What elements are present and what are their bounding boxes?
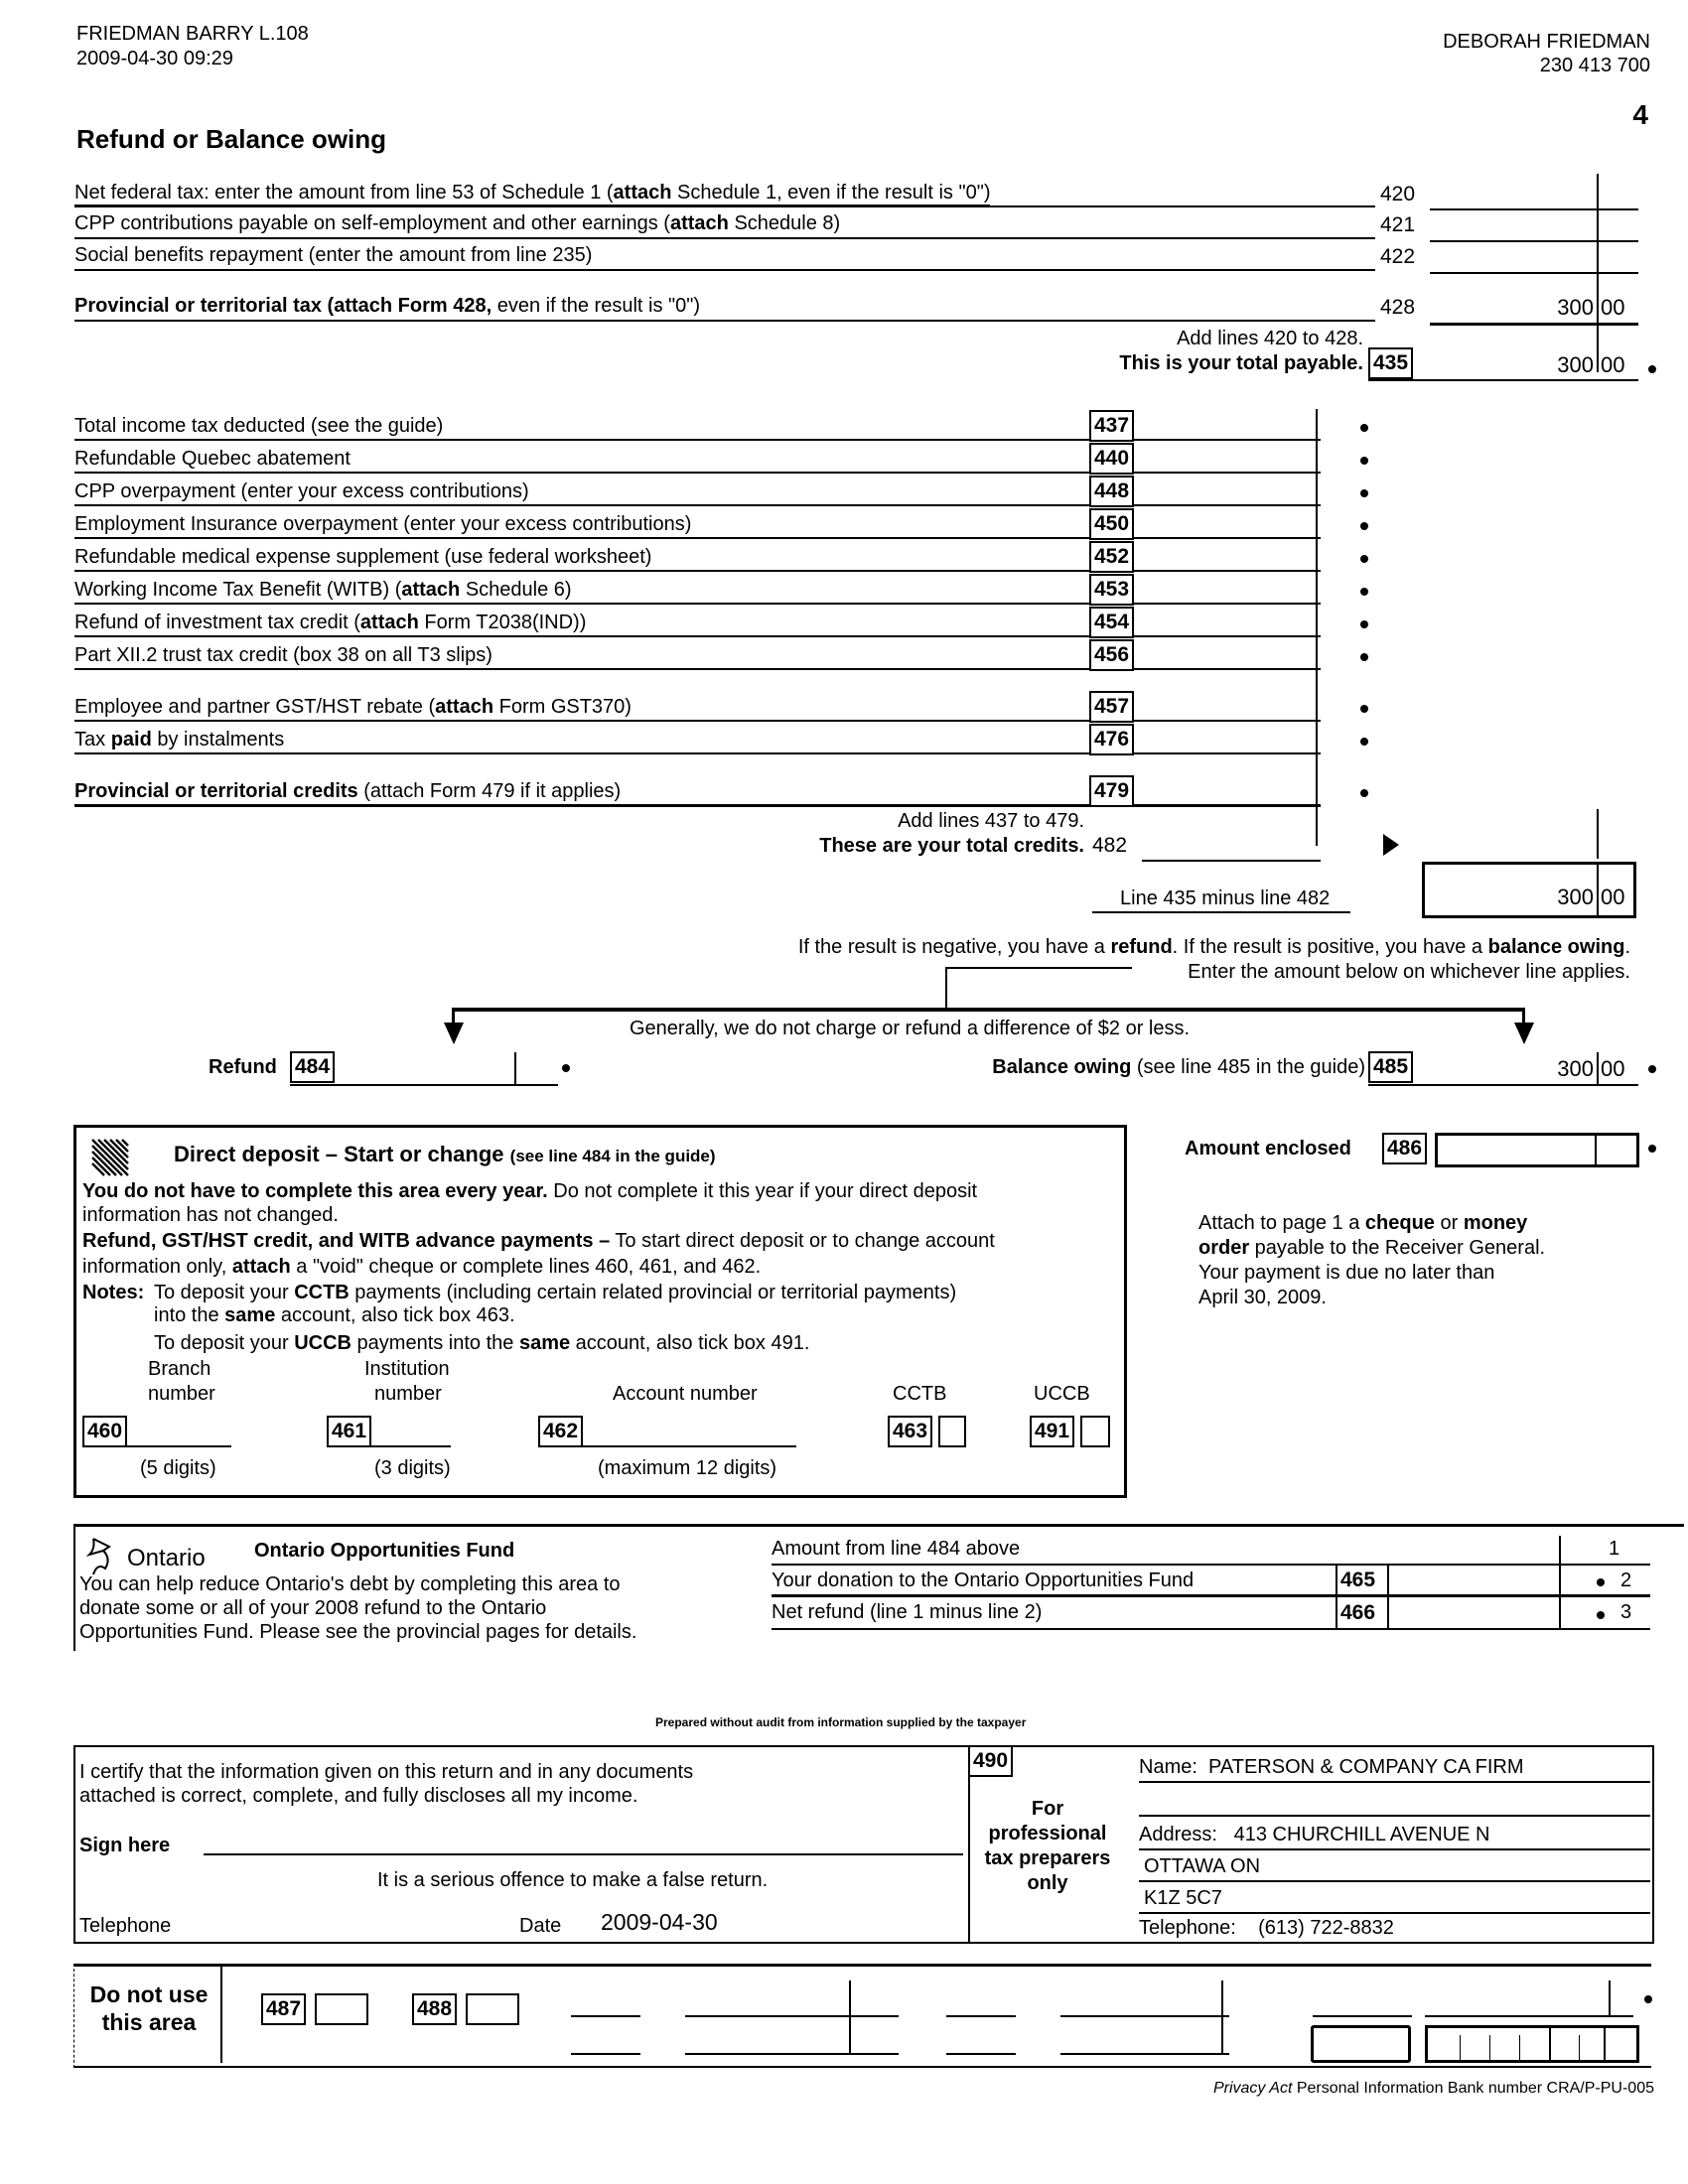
ontario-line-2-number: 2	[1620, 1570, 1632, 1591]
direct-deposit-p2-line2: information only, attach a "void" cheque or complete lines 460, 461, and 462.	[82, 1256, 762, 1278]
threshold-note: Generally, we do not charge or refund a difference of $2 or less.	[630, 1018, 1191, 1039]
required-dot-icon	[1597, 1578, 1605, 1586]
line-484-code: 484	[290, 1051, 335, 1083]
direct-deposit-stripes-icon	[90, 1138, 130, 1177]
line-437-code: 437	[1089, 410, 1134, 442]
note-cctb-line2: into the same account, also tick box 463.	[154, 1304, 515, 1326]
line-435-cents[interactable]: 00	[1601, 352, 1625, 377]
line-454-label: Refund of investment tax credit (attach Form T2038(IND))	[74, 612, 587, 633]
header-taxpayer-ref: FRIEDMAN BARRY L.108	[76, 23, 309, 45]
preparer-telephone[interactable]: (613) 722-8832	[1258, 1917, 1394, 1939]
enter-amount-note: Enter the amount below on whichever line applies.	[1188, 961, 1630, 983]
payment-due-line2: April 30, 2009.	[1198, 1287, 1327, 1308]
line-485-cents[interactable]: 00	[1601, 1056, 1625, 1081]
line-428-amount[interactable]: 300	[1557, 295, 1594, 320]
direct-deposit-p2: Refund, GST/HST credit, and WITB advance payments – To start direct deposit or to change account	[82, 1230, 995, 1252]
required-dot-icon	[1360, 555, 1368, 563]
cctb-label: CCTB	[893, 1383, 947, 1405]
line-452-label: Refundable medical expense supplement (use federal worksheet)	[74, 546, 652, 568]
sign-here-label: Sign here	[79, 1835, 171, 1856]
ontario-desc-3: Opportunities Fund. Please see the provincial pages for details.	[79, 1621, 637, 1643]
page-number: 4	[1632, 99, 1648, 130]
line-456-label: Part XII.2 trust tax credit (box 38 on all T3 slips)	[74, 644, 492, 666]
required-dot-icon	[1360, 457, 1368, 465]
line-486-code: 486	[1382, 1133, 1427, 1164]
required-dot-icon	[1597, 1611, 1605, 1619]
branch-line	[452, 1008, 1524, 1012]
signature-field[interactable]	[204, 1827, 963, 1852]
line-482-code: 482	[1092, 834, 1128, 857]
ontario-desc-1: You can help reduce Ontario's debt by completing this area to	[79, 1573, 621, 1595]
line-476-label: Tax paid by instalments	[74, 729, 285, 751]
net-refund-label: Net refund (line 1 minus line 2)	[772, 1601, 1043, 1623]
branch-label-2: number	[148, 1383, 215, 1405]
uccb-checkbox[interactable]	[1080, 1416, 1110, 1447]
line-456-code: 456	[1089, 639, 1134, 671]
institution-number-input[interactable]	[378, 1416, 448, 1443]
line-420-code: 420	[1380, 183, 1416, 205]
line-461-code: 461	[327, 1416, 371, 1447]
required-dot-icon	[1648, 1145, 1656, 1153]
privacy-act-note: Privacy Act Personal Information Bank number CRA/P-PU-005	[1212, 2080, 1654, 2097]
institution-label: Institution	[364, 1358, 450, 1380]
line-437-label: Total income tax deducted (see the guide)	[74, 415, 444, 437]
net-refund-amount[interactable]	[1390, 1599, 1554, 1625]
line-421-label: CPP contributions payable on self-employment and other earnings (attach Schedule 8)	[74, 212, 841, 234]
line-490-code: 490	[968, 1745, 1013, 1777]
amount-enclosed-label: Amount enclosed	[1185, 1138, 1351, 1160]
amount-enclosed-input[interactable]	[1435, 1133, 1639, 1167]
line-457-code: 457	[1089, 691, 1134, 723]
cctb-checkbox[interactable]	[938, 1416, 966, 1447]
required-dot-icon	[1360, 738, 1368, 746]
arrow-down-icon	[1514, 1023, 1534, 1044]
line-462-code: 462	[538, 1416, 583, 1447]
balance-owing-label: Balance owing (see line 485 in the guide)	[992, 1056, 1365, 1078]
preparer-telephone-row: Telephone: (613) 722-8832	[1139, 1917, 1394, 1939]
ontario-logo-text: Ontario	[127, 1545, 206, 1571]
direct-deposit-p1-line2: information has not changed.	[82, 1204, 339, 1226]
preparer-address-row: Address: 413 CHURCHILL AVENUE N	[1139, 1824, 1490, 1845]
branch-label: Branch	[148, 1358, 211, 1380]
line-435-code: 435	[1368, 347, 1413, 379]
line-452-code: 452	[1089, 541, 1134, 573]
account-label: Account number	[613, 1383, 758, 1405]
ontario-desc-2: donate some or all of your 2008 refund to the Ontario	[79, 1597, 547, 1619]
header-sin: 230 413 700	[1539, 55, 1650, 76]
line-422-label: Social benefits repayment (enter the amount from line 235)	[74, 244, 593, 266]
line-485-code: 485	[1368, 1051, 1413, 1083]
required-dot-icon	[1360, 522, 1368, 530]
note-uccb: To deposit your UCCB payments into the same account, also tick box 491.	[154, 1332, 810, 1354]
line-448-code: 448	[1089, 476, 1134, 507]
total-credits-note: Add lines 437 to 479.	[898, 810, 1084, 832]
line-457-label: Employee and partner GST/HST rebate (attach Form GST370)	[74, 696, 632, 718]
institution-hint: (3 digits)	[374, 1457, 451, 1479]
ontario-donation-label: Your donation to the Ontario Opportunities Fund	[772, 1570, 1195, 1591]
line-479-code: 479	[1089, 775, 1134, 807]
branch-number-input[interactable]	[134, 1416, 228, 1443]
notes-label: Notes:	[82, 1282, 145, 1303]
prepared-note: Prepared without audit from information supplied by the taxpayer	[655, 1715, 1027, 1729]
line-491-code: 491	[1030, 1416, 1074, 1447]
preparer-address-2[interactable]: OTTAWA ON	[1144, 1855, 1261, 1877]
line-450-label: Employment Insurance overpayment (enter your excess contributions)	[74, 513, 692, 535]
credits-column-divider	[1316, 409, 1318, 846]
header-spouse-name: DEBORAH FRIEDMAN	[1443, 31, 1650, 53]
line-454-code: 454	[1089, 607, 1134, 638]
payment-note-line1: Attach to page 1 a cheque or money	[1198, 1212, 1528, 1234]
institution-label-2: number	[374, 1383, 442, 1405]
required-dot-icon	[1360, 588, 1368, 596]
ontario-line-1-number: 1	[1609, 1538, 1620, 1560]
account-hint: (maximum 12 digits)	[598, 1457, 777, 1479]
direct-deposit-section	[73, 1125, 1127, 1498]
required-dot-icon	[1360, 789, 1368, 797]
account-number-input[interactable]	[591, 1416, 794, 1443]
line-440-label: Refundable Quebec abatement	[74, 448, 351, 470]
result-instruction: If the result is negative, you have a refund. If the result is positive, you have a balance owing.	[797, 936, 1630, 958]
required-dot-icon	[1360, 620, 1368, 628]
required-dot-icon	[1644, 1995, 1652, 2003]
required-dot-icon	[1360, 424, 1368, 432]
payment-note-line2: order payable to the Receiver General.	[1198, 1237, 1546, 1259]
line-440-code: 440	[1089, 443, 1134, 475]
direct-deposit-p1: You do not have to complete this area every year. Do not complete it this year if your direct deposit	[82, 1180, 978, 1202]
total-payable-label: This is your total payable.	[1119, 352, 1363, 374]
line-422-code: 422	[1380, 245, 1416, 268]
line-479-label: Provincial or territorial credits (attach Form 479 if it applies)	[74, 780, 622, 802]
refund-label: Refund	[209, 1056, 277, 1078]
date-label: Date	[519, 1915, 562, 1937]
ontario-line-3-number: 3	[1620, 1601, 1632, 1623]
arrow-right-icon	[1383, 834, 1399, 856]
direct-deposit-title: Direct deposit – Start or change (see line 484 in the guide)	[174, 1142, 716, 1166]
line-428-label: Provincial or territorial tax (attach Form 428, even if the result is "0")	[74, 295, 700, 317]
line-476-code: 476	[1089, 724, 1134, 755]
line-420-label: Net federal tax: enter the amount from line 53 of Schedule 1 (attach Schedule 1, even if the result is "0")	[74, 181, 990, 206]
telephone-label: Telephone	[79, 1915, 172, 1937]
payment-due-line1: Your payment is due no later than	[1198, 1262, 1495, 1284]
line-488-code: 488	[412, 1993, 457, 2025]
page-title: Refund or Balance owing	[76, 124, 387, 154]
header-timestamp: 2009-04-30 09:29	[76, 48, 233, 69]
line-428-cents[interactable]: 00	[1601, 295, 1625, 320]
line-428-code: 428	[1380, 296, 1416, 319]
preparer-name-row: Name: PATERSON & COMPANY CA FIRM	[1139, 1756, 1524, 1778]
arrow-down-icon	[444, 1023, 464, 1044]
certify-line2: attached is correct, complete, and fully discloses all my income.	[79, 1785, 638, 1807]
preparer-name[interactable]: PATERSON & COMPANY CA FIRM	[1208, 1756, 1524, 1778]
required-dot-icon	[1360, 489, 1368, 497]
required-dot-icon	[1648, 1065, 1656, 1073]
required-dot-icon	[1360, 705, 1368, 713]
line-421-code: 421	[1380, 213, 1416, 236]
required-dot-icon	[1360, 653, 1368, 661]
line-435-amount[interactable]: 300	[1557, 352, 1594, 377]
line-450-code: 450	[1089, 508, 1134, 540]
line-466-code: 466	[1340, 1601, 1376, 1624]
line-460-code: 460	[82, 1416, 127, 1447]
preparer-only-label: For professional tax preparers only	[984, 1798, 1111, 1894]
required-dot-icon	[1648, 365, 1656, 373]
difference-amount[interactable]: 300	[1557, 885, 1594, 909]
telephone-field[interactable]	[179, 1912, 506, 1936]
note-cctb: To deposit your CCTB payments (including certain related provincial or territorial payments)	[154, 1282, 957, 1303]
total-payable-note: Add lines 420 to 428.	[1177, 328, 1363, 349]
date-field[interactable]: 2009-04-30	[601, 1909, 718, 1935]
line-465-code: 465	[1340, 1569, 1376, 1591]
difference-label: Line 435 minus line 482	[1120, 887, 1331, 909]
preparer-address-3[interactable]: K1Z 5C7	[1144, 1887, 1222, 1909]
difference-cents[interactable]: 00	[1601, 885, 1625, 909]
donation-amount-input[interactable]	[1390, 1567, 1554, 1592]
line-448-label: CPP overpayment (enter your excess contributions)	[74, 480, 529, 502]
total-credits-label: These are your total credits.	[819, 835, 1084, 857]
uccb-label: UCCB	[1034, 1383, 1090, 1405]
line-453-label: Working Income Tax Benefit (WITB) (attach Schedule 6)	[74, 579, 572, 601]
branch-hint: (5 digits)	[140, 1457, 216, 1479]
line-485-amount[interactable]: 300	[1557, 1056, 1594, 1081]
line-463-code: 463	[888, 1416, 932, 1447]
required-dot-icon	[562, 1064, 570, 1072]
line-453-code: 453	[1089, 574, 1134, 606]
preparer-address-1[interactable]: 413 CHURCHILL AVENUE N	[1233, 1824, 1490, 1845]
certify-line1: I certify that the information given on this return and in any documents	[79, 1761, 694, 1783]
line-487-code: 487	[261, 1993, 306, 2025]
ontario-line-1-label: Amount from line 484 above	[772, 1538, 1021, 1560]
ontario-fund-title: Ontario Opportunities Fund	[254, 1540, 515, 1562]
do-not-use-label: Do not use this area	[89, 1981, 209, 2035]
false-return-warning: It is a serious offence to make a false return.	[377, 1869, 769, 1891]
